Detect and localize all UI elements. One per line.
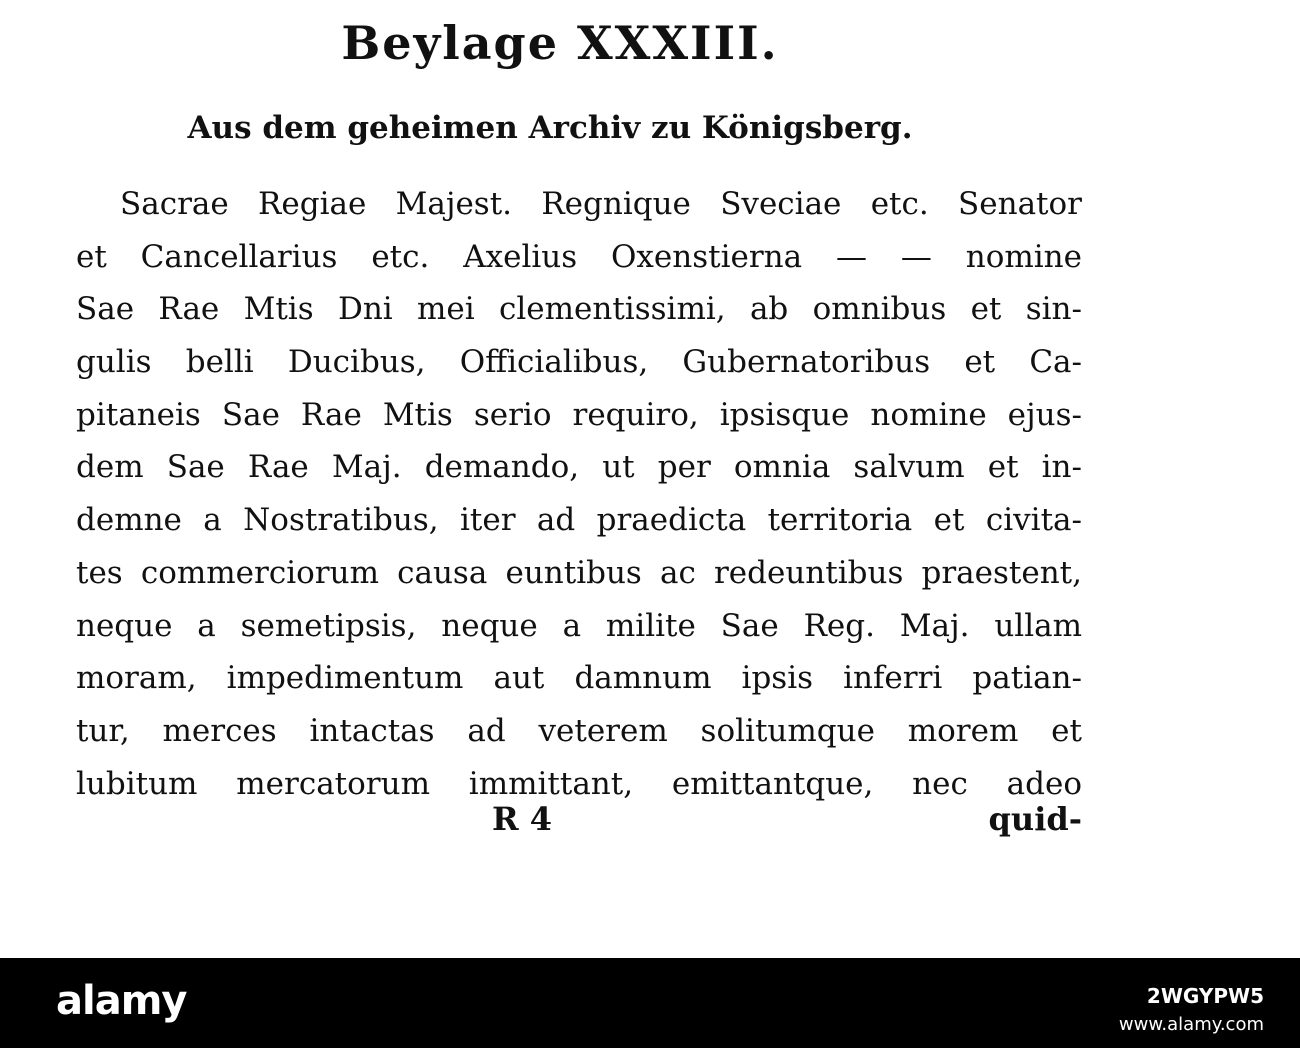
text-line: gulis belli Ducibus, Officialibus, Gubernatoribus et Ca- bbox=[76, 344, 1082, 381]
page-title: Beylage XXXIII. bbox=[341, 16, 779, 70]
watermark-banner bbox=[0, 958, 1300, 1048]
text-line: moram, impedimentum aut damnum ipsis inferri patian- bbox=[76, 660, 1082, 697]
text-line: tur, merces intactas ad veterem solitumque morem et bbox=[76, 712, 1082, 749]
catchword: quid- bbox=[988, 800, 1082, 838]
alamy-logo: alamy bbox=[56, 978, 187, 1024]
text-line: demne a Nostratibus, iter ad praedicta territoria et civita- bbox=[76, 502, 1082, 539]
text-line: Sacrae Regiae Majest. Regnique Sveciae etc. Senator bbox=[120, 186, 1082, 222]
text-line: tes commerciorum causa euntibus ac redeuntibus praestent, bbox=[76, 554, 1082, 591]
banner-url: www.alamy.com bbox=[1118, 1014, 1264, 1035]
text-line: pitaneis Sae Rae Mtis serio requiro, ipsisque nomine ejus- bbox=[76, 396, 1082, 433]
text-line: dem Sae Rae Maj. demando, ut per omnia salvum et in- bbox=[76, 449, 1082, 486]
page-subtitle: Aus dem geheimen Archiv zu Königsberg. bbox=[187, 110, 913, 146]
image-id: 2WGYPW5 bbox=[1146, 984, 1264, 1008]
text-line: lubitum mercatorum immittant, emittantque, nec adeo bbox=[76, 765, 1082, 802]
banner-info bbox=[1119, 984, 1264, 1035]
page-footer bbox=[76, 800, 1082, 860]
text-line: Sae Rae Mtis Dni mei clementissimi, ab omnibus et sin- bbox=[76, 291, 1082, 328]
text-line: et Cancellarius etc. Axelius Oxenstierna — — nomine bbox=[76, 238, 1082, 275]
body-text bbox=[76, 178, 1082, 810]
text-line: neque a semetipsis, neque a milite Sae Reg. Maj. ullam bbox=[76, 607, 1082, 644]
signature-mark: R 4 bbox=[492, 800, 552, 838]
